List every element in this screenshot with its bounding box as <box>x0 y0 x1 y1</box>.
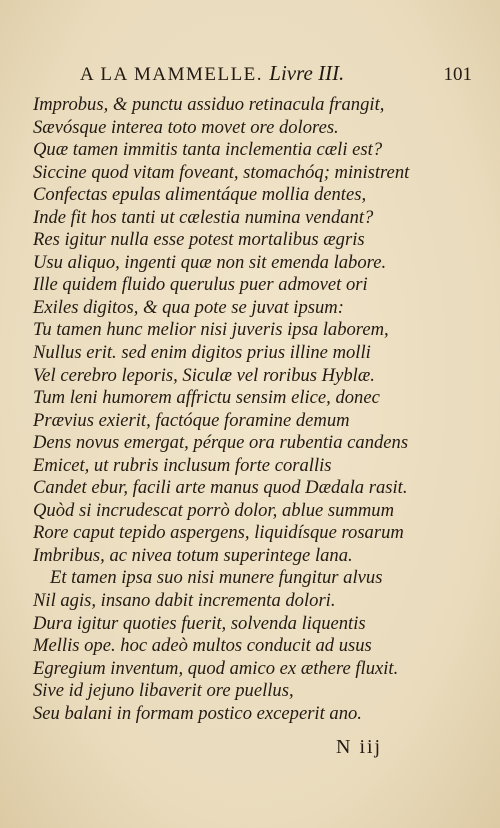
verse-line: Sævósque interea toto movet ore dolores. <box>33 116 339 138</box>
page-number: 101 <box>443 64 472 85</box>
verse-line: Imbribus, ac nivea totum superintege lana. <box>33 544 353 566</box>
verse-line: Egregium inventum, quod amico ex æthere fluxit. <box>33 657 399 679</box>
verse-line: Sive id jejuno libaverit ore puellus, <box>33 680 294 702</box>
verse-line: Tum leni humorem affrictu sensim elice, donec <box>33 387 380 409</box>
verse-line: Tu tamen hunc melior nisi juveris ipsa laborem, <box>33 319 389 341</box>
verse-line: Rore caput tepido aspergens, liquidísque rosarum <box>33 522 404 544</box>
verse-line: Quæ tamen immitis tanta inclementia cæli est? <box>33 139 383 161</box>
verse-line: Vel cerebro leporis, Siculæ vel roribus Hyblæ. <box>33 364 375 386</box>
verse-line: Improbus, & punctu assiduo retinacula frangit, <box>33 94 385 115</box>
verse-text <box>33 94 453 725</box>
verse-line: Prævius exierit, factóque foramine demum <box>33 409 350 431</box>
running-head-title: A LA MAMMELLE. <box>80 64 264 85</box>
verse-line: Candet ebur, facili arte manus quod Dædala rasit. <box>33 477 408 499</box>
book-label: Livre III. <box>269 61 345 85</box>
running-head <box>80 61 344 86</box>
verse-line: Res igitur nulla esse potest mortalibus ægris <box>33 229 365 251</box>
verse-line: Dura igitur quoties fuerit, solvenda liquentis <box>33 612 366 634</box>
verse-line: Nullus erit. sed enim digitos prius illine molli <box>33 342 371 364</box>
verse-line: Et tamen ipsa suo nisi munere fungitur alvus <box>50 567 383 589</box>
verse-line: Mellis ope. hoc adeò multos conducit ad usus <box>33 635 372 657</box>
running-header <box>80 61 472 89</box>
verse-line: Usu aliquo, ingenti quæ non sit emenda labore. <box>33 251 387 273</box>
verse-line: Nil agis, insano dabit incrementa dolori. <box>33 590 336 612</box>
verse-line: Inde fit hos tanti ut cælestia numina vendant? <box>33 206 374 228</box>
verse-line: Exiles digitos, & qua pote se juvat ipsum: <box>33 296 344 318</box>
verse-line: Emicet, ut rubris inclusum forte corallis <box>33 454 332 476</box>
verse-line: Confectas epulas alimentáque mollia dentes, <box>33 184 367 206</box>
verse-line: Dens novus emergat, pérque ora rubentia candens <box>33 432 409 454</box>
verse-line: Ille quidem fluido querulus puer admovet ori <box>33 274 368 296</box>
verse-line: Siccine quod vitam foveant, stomachóq; ministrent <box>33 161 410 183</box>
signature-mark: N iij <box>336 736 383 758</box>
verse-line: Seu balani in formam postico exceperit ano. <box>33 702 362 724</box>
verse-line: Quòd si incrudescat porrò dolor, ablue summum <box>33 499 395 521</box>
